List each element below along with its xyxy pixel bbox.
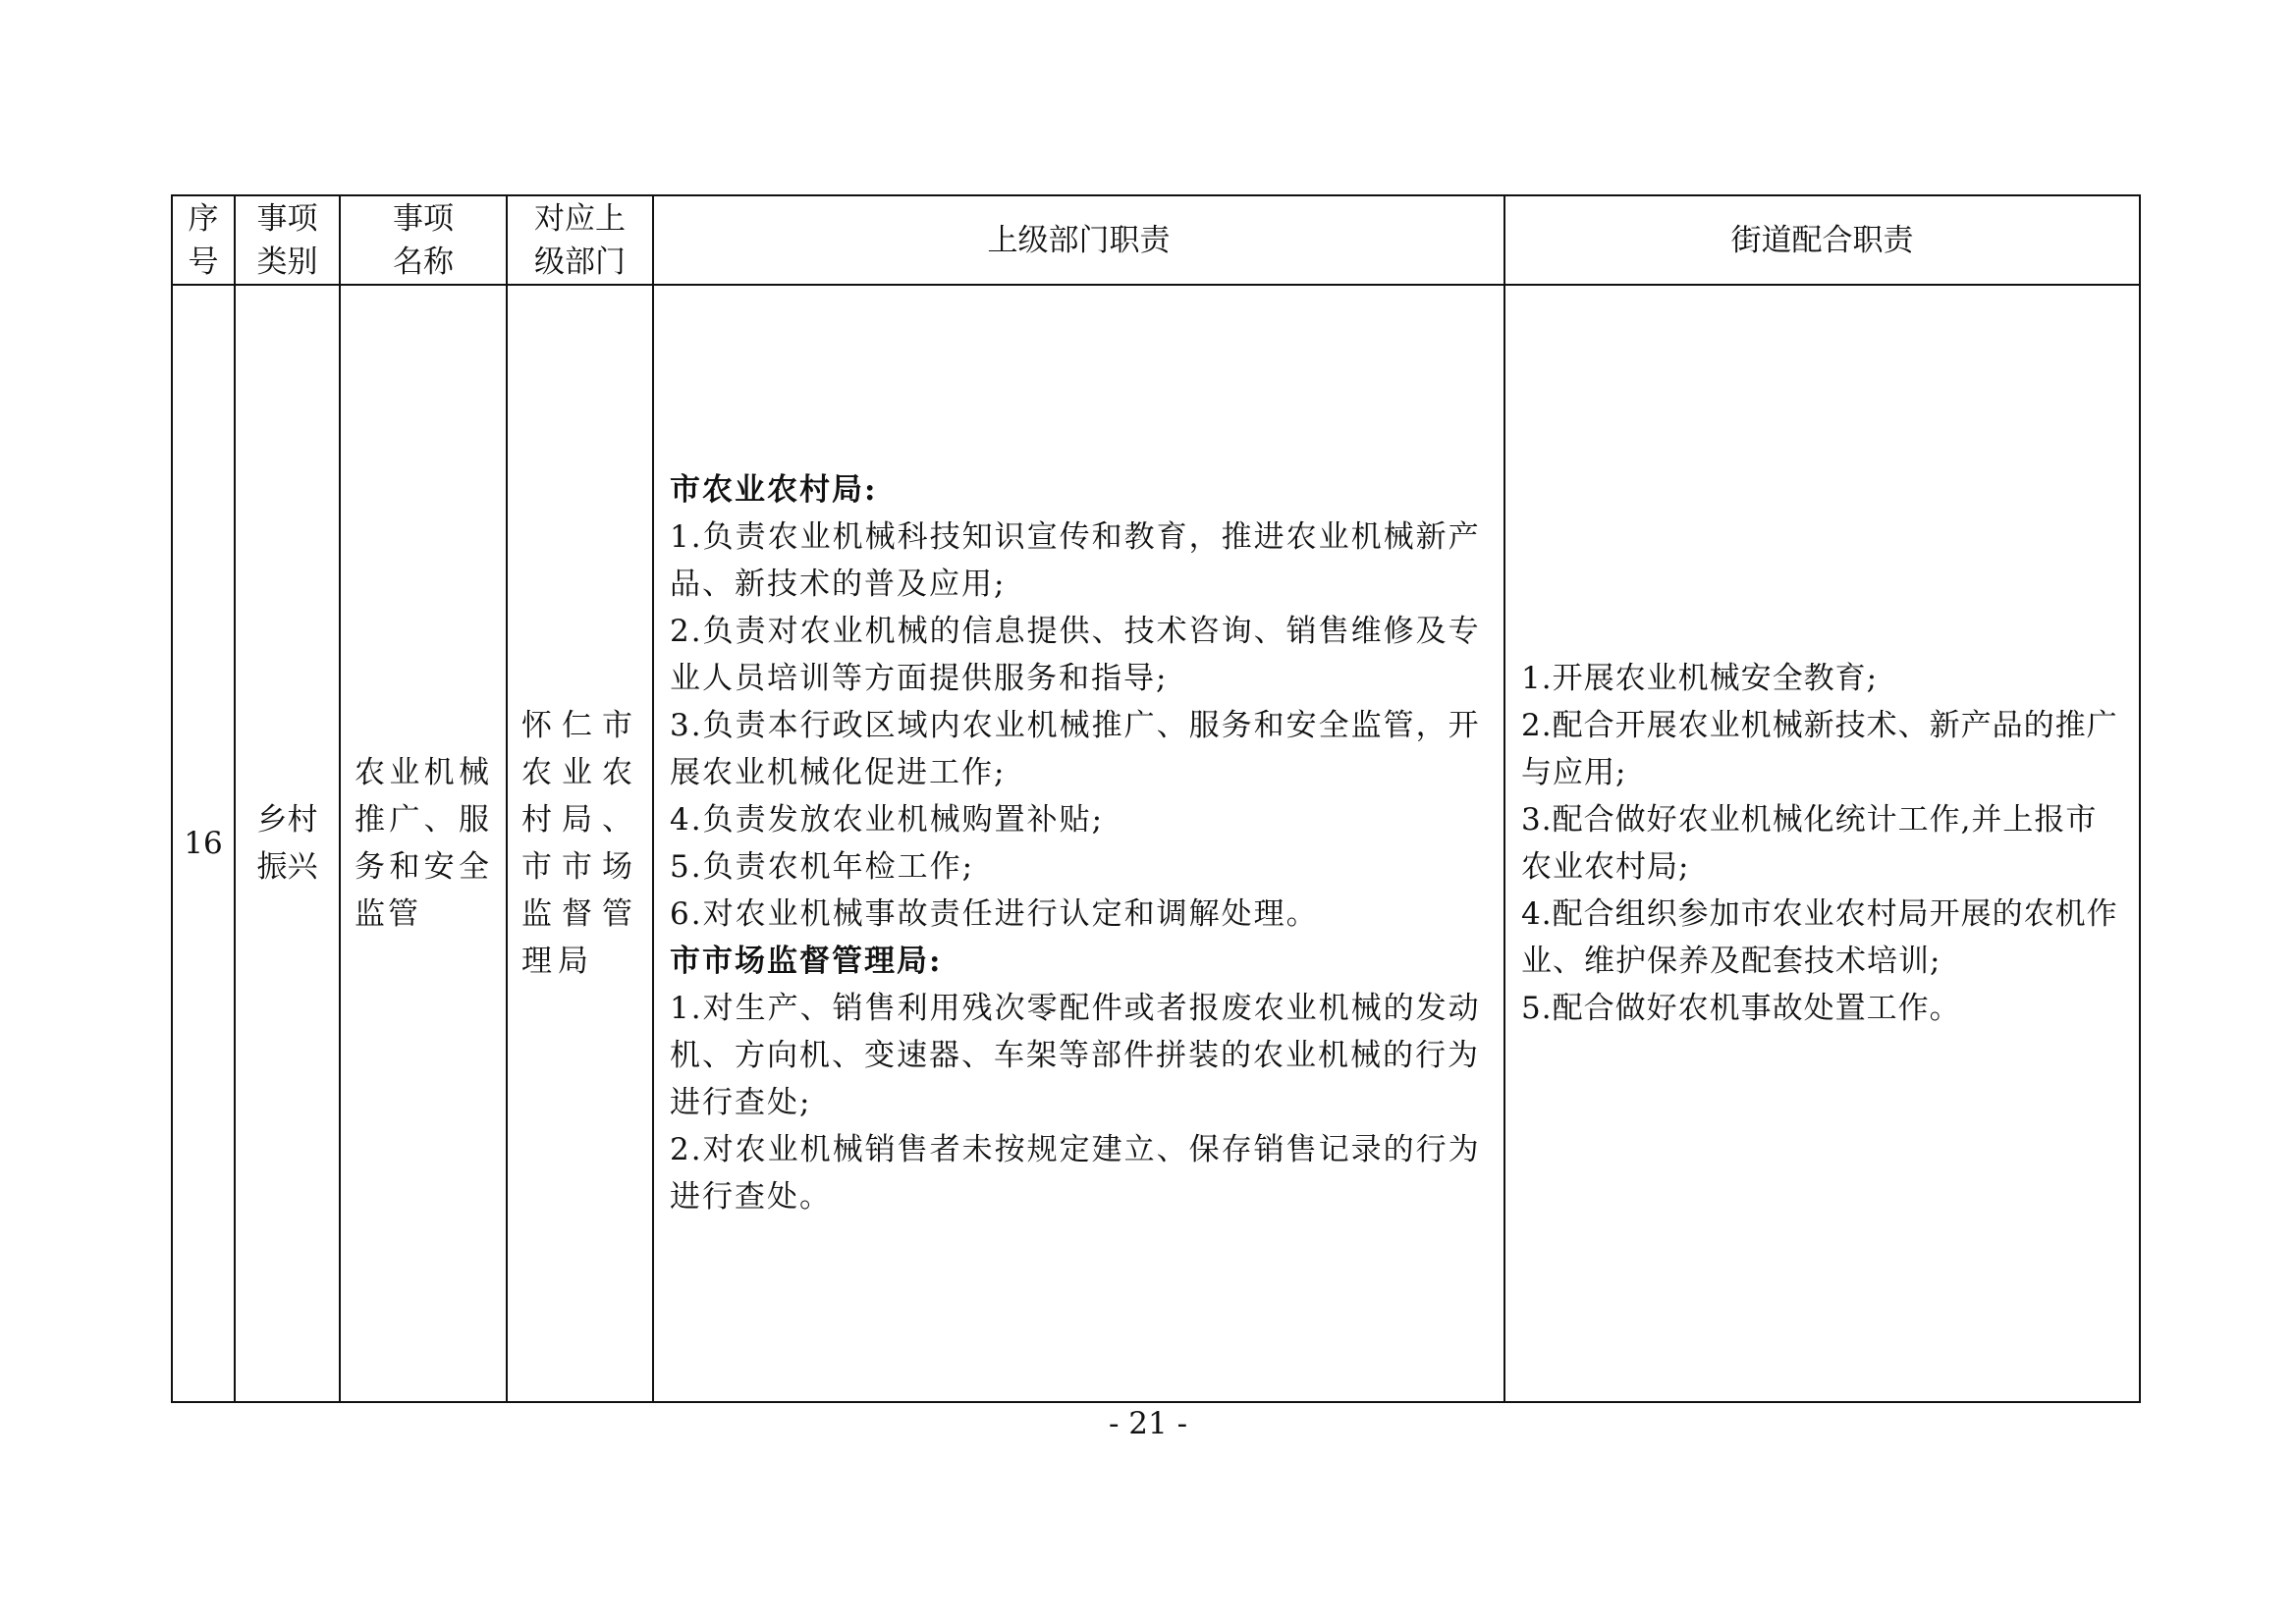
duty-item: 6.对农业机械事故责任进行认定和调解处理。 bbox=[670, 896, 1319, 932]
duty-item: 2.负责对农业机械的信息提供、技术咨询、销售维修及专业人员培训等方面提供服务和指导; bbox=[670, 614, 1481, 696]
table-header-row bbox=[172, 195, 2140, 285]
table-row bbox=[172, 285, 2140, 1402]
duty-item: 1.对生产、销售利用残次零配件或者报废农业机械的发动机、方向机、变速器、车架等部件拼装的农业机械的行为进行查处; bbox=[670, 991, 1481, 1120]
header-seq: 序 号 bbox=[172, 195, 235, 285]
duty-block-title: 市市场监督管理局: bbox=[670, 944, 943, 979]
duty-item: 4.负责发放农业机械购置补贴; bbox=[670, 802, 1105, 838]
cell-street-duty bbox=[1504, 285, 2140, 1402]
cell-upper-duty bbox=[653, 285, 1504, 1402]
cell-item-name: 农业机械推广、服务和安全监管 bbox=[340, 285, 507, 1402]
header-category: 事项 类别 bbox=[235, 195, 340, 285]
responsibility-table bbox=[171, 194, 2141, 1403]
duty-item: 3.负责本行政区域内农业机械推广、服务和安全监管，开展农业机械化促进工作; bbox=[670, 708, 1481, 790]
street-duty-item: 1.开展农业机械安全教育; bbox=[1521, 661, 1879, 696]
cell-seq: 16 bbox=[172, 285, 235, 1402]
street-duty-item: 3.配合做好农业机械化统计工作,并上报市农业农村局; bbox=[1521, 802, 2098, 885]
street-duty-item: 4.配合组织参加市农业农村局开展的农机作业、维护保养及配套技术培训; bbox=[1521, 896, 2118, 979]
duty-item: 1.负责农业机械科技知识宣传和教育，推进农业机械新产品、新技术的普及应用; bbox=[670, 519, 1481, 602]
duty-block-title: 市农业农村局: bbox=[670, 472, 878, 508]
street-duty-item: 2.配合开展农业机械新技术、新产品的推广与应用; bbox=[1521, 708, 2118, 790]
header-upper-duty: 上级部门职责 bbox=[653, 195, 1504, 285]
street-duty-item: 5.配合做好农机事故处置工作。 bbox=[1521, 991, 1961, 1026]
header-dept: 对应上 级部门 bbox=[507, 195, 653, 285]
cell-dept: 怀仁市农业农村局、市市场监督管理局 bbox=[507, 285, 653, 1402]
duty-item: 5.负责农机年检工作; bbox=[670, 849, 975, 885]
cell-category: 乡村 振兴 bbox=[235, 285, 340, 1402]
page-number: - 21 - bbox=[1108, 1406, 1188, 1441]
header-street-duty: 街道配合职责 bbox=[1504, 195, 2140, 285]
header-name: 事项 名称 bbox=[340, 195, 507, 285]
duty-item: 2.对农业机械销售者未按规定建立、保存销售记录的行为进行查处。 bbox=[670, 1132, 1481, 1215]
